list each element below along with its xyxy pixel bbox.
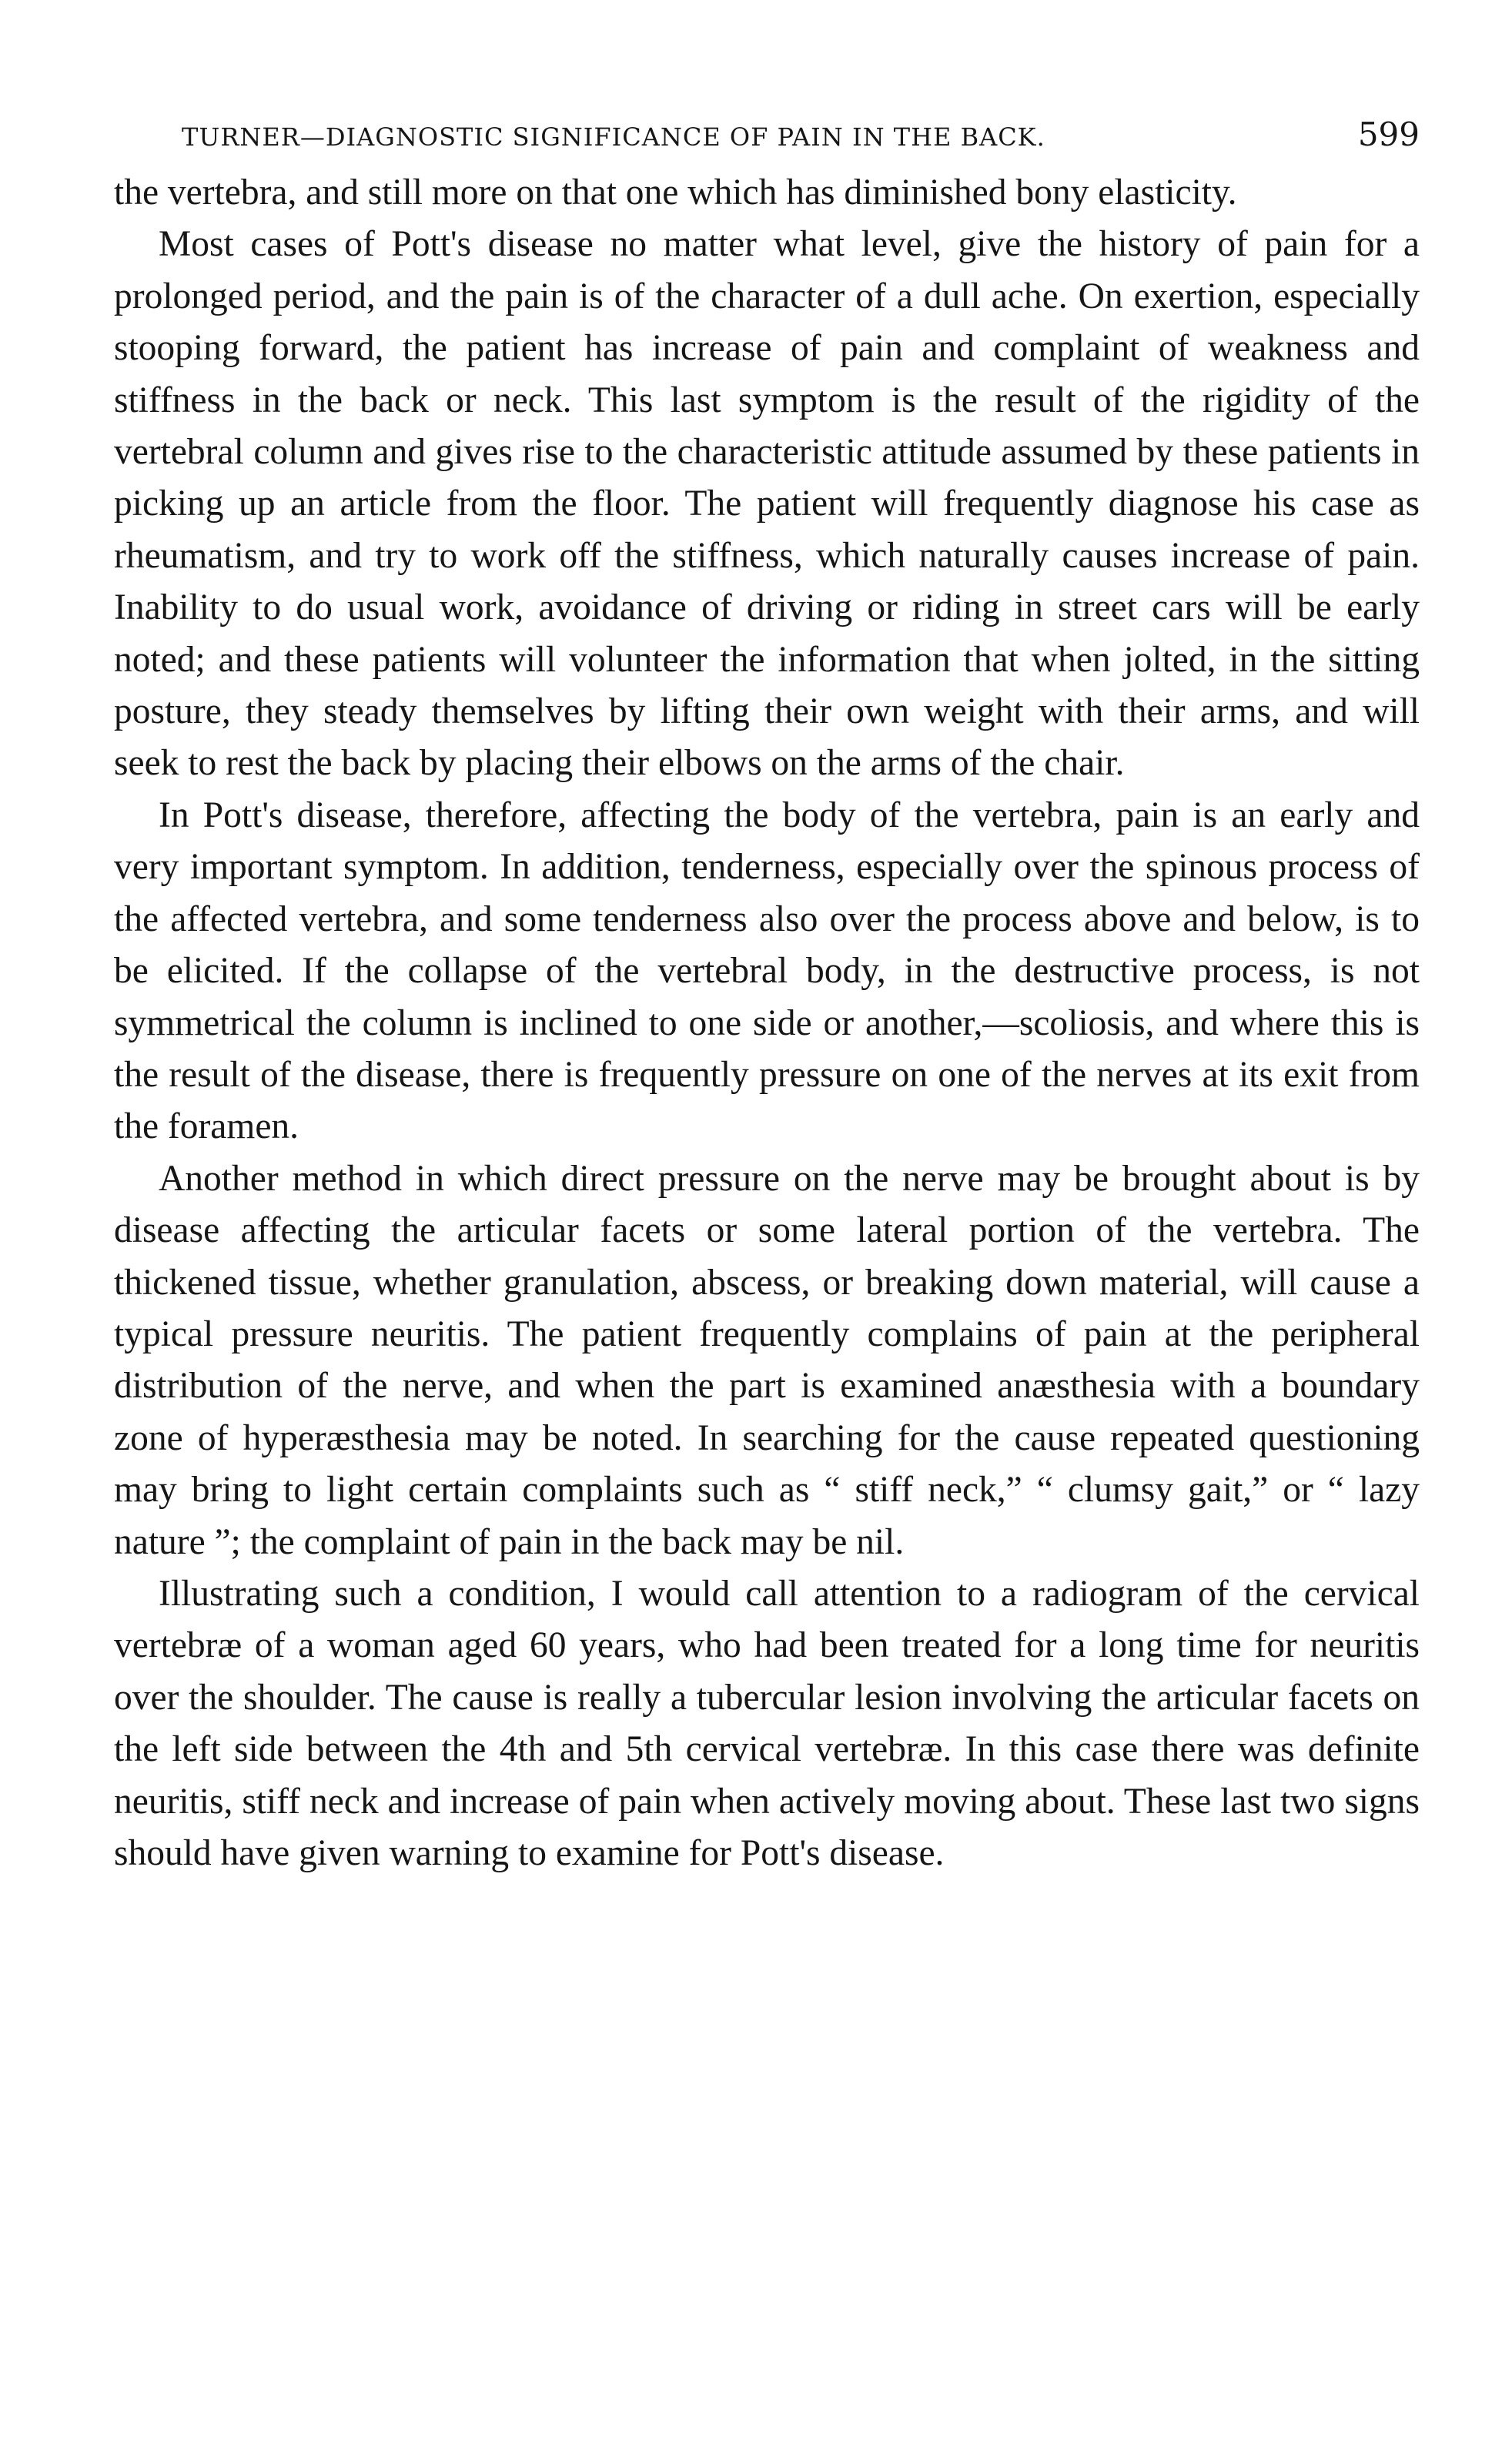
- paragraph-potts-history: Most cases of Pott's disease no matter what level, give the history of pain for a prolonged period, and the pain is of the character of a dull ache. On exertion, especially stooping forward, the patient has increase of pain and complaint of weakness and stiffness in the back or neck. This last symptom is the result of the rigidity of the vertebral column and gives rise to the characteristic attitude assumed by these patients in picking up an article from the floor. The patient will frequently diagnose his case as rheumatism, and try to work off the stiffness, which naturally causes increase of pain. Inability to do usual work, avoidance of driving or riding in street cars will be early noted; and these patients will volunteer the information that when jolted, in the sitting posture, they steady themselves by lifting their own weight with their arms, and will seek to rest the back by placing their elbows on the arms of the chair.: [114, 224, 1420, 784]
- paragraph-continuation: the vertebra, and still more on that one which has diminished bony elasticity.: [114, 172, 1237, 212]
- paragraph-radiogram-case: Illustrating such a condition, I would call attention to a radiogram of the cervical vertebræ of a woman aged 60 years, who had been treated for a long time for neuritis over the shoulder. The cause is really a tubercular lesion involving the articular facets on the left side between the 4th and 5th cervical vertebræ. In this case there was definite neuritis, stiff neck and increase of pain when actively moving about. These last two signs should have given warning to examine for Pott's disease.: [114, 1573, 1420, 1873]
- body-text: [114, 167, 1420, 1879]
- running-head: [114, 115, 1420, 153]
- paragraph-pressure-neuritis: Another method in which direct pressure on the nerve may be brought about is by disease affecting the articular facets or some lateral portion of the vertebra. The thickened tissue, whether granulation, abscess, or breaking down material, will cause a typical pressure neuritis. The patient frequently complains of pain at the peripheral distribution of the nerve, and when the part is examined anæsthesia with a boundary zone of hyperæsthesia may be noted. In searching for the cause repeated questioning may bring to light certain complaints such as “ stiff neck,” “ clumsy gait,” or “ lazy nature ”; the complaint of pain in the back may be nil.: [114, 1158, 1420, 1562]
- page-number: 599: [1357, 115, 1420, 153]
- paragraph-potts-symptom: In Pott's disease, therefore, affecting the body of the vertebra, pain is an early and very important symptom. In addition, tenderness, especially over the spinous process of the affected vertebra, and some tenderness also over the process above and below, is to be elicited. If the collapse of the vertebral body, in the destructive process, is not symmetrical the column is inclined to one side or another,—scoliosis, and where this is the result of the disease, there is frequently pressure on one of the nerves at its exit from the foramen.: [114, 795, 1420, 1147]
- running-title: TURNER—DIAGNOSTIC SIGNIFICANCE OF PAIN IN THE BACK.: [182, 122, 1045, 152]
